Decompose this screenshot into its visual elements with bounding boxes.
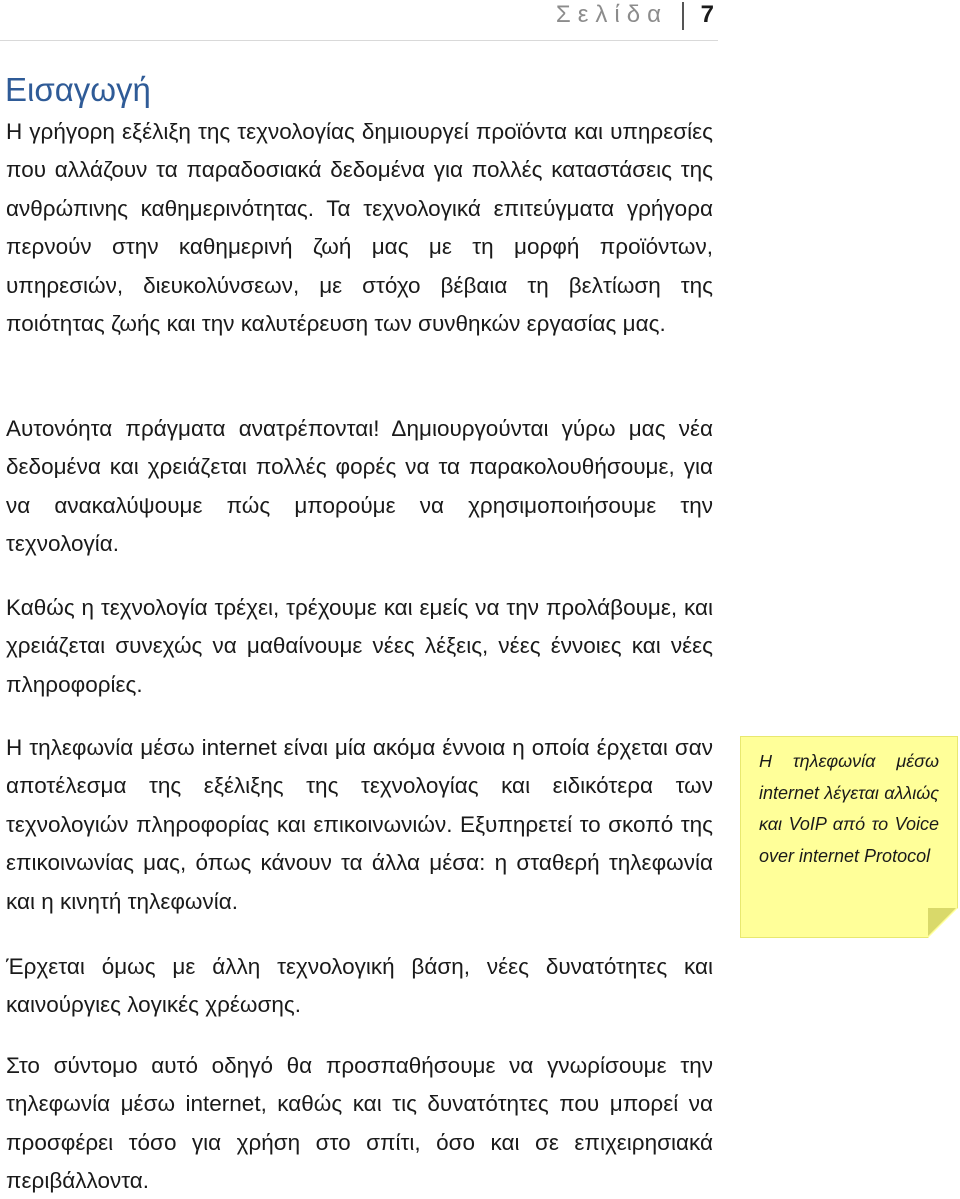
- paragraph-guide-purpose: Στο σύντομο αυτό οδηγό θα προσπαθήσουμε να γνωρίσουμε την τηλεφωνία μέσω internet, καθώς και τις δυνατότητες που μπορεί να προσφέρει τόσο για χρήση στο σπίτι, όσο και σε επιχειρησιακά περιβάλλοντα.: [6, 1053, 713, 1194]
- sticky-note: [740, 736, 958, 938]
- paragraph-new-technology: Έρχεται όμως με άλλη τεχνολογική βάση, νέες δυνατότητες και καινούργιες λογικές χρέωσης.: [6, 954, 713, 1018]
- note-fold-shadow: [928, 908, 956, 936]
- paragraph-internet-telephony: Η τηλεφωνία μέσω internet είναι μία ακόμα έννοια η οποία έρχεται σαν αποτέλεσμα της εξέλιξης της τεχνολογίας και ειδικότερα των τεχνολογιών πληροφορίας και επικοινωνιών. Εξυπηρετεί το σκοπό της επικοινωνίας μας, όπως κάνουν τα άλλα μέσα: η σταθερή τηλεφωνία και η κινητή τηλεφωνία.: [6, 735, 713, 914]
- section-heading: Εισαγωγή: [5, 71, 151, 108]
- paragraph-intro: Η γρήγορη εξέλιξη της τεχνολογίας δημιουργεί προϊόντα και υπηρεσίες που αλλάζουν τα παραδοσιακά δεδομένα για πολλές καταστάσεις της ανθρώπινης καθημερινότητας. Τα τεχνολογικά επιτεύγματα γρήγορα περνούν στην καθημερινή ζωή μας με τη μορφή προϊόντων, υπηρεσιών, διευκολύνσεων, με στόχο βέβαια τη βελτίωση της ποιότητας ζωής και την καλυτέρευση των συνθηκών εργασίας μας.: [6, 119, 713, 337]
- paragraph-changes: Αυτονόητα πράγματα ανατρέπονται! Δημιουργούνται γύρω μας νέα δεδομένα και χρειάζεται πολλές φορές να τα παρακολουθήσουμε, για να ανακαλύψουμε πώς μπορούμε να χρησιμοποιήσουμε την τεχνολογία.: [6, 416, 713, 557]
- page-header: [0, 0, 718, 41]
- page-number: 7: [700, 1, 714, 28]
- page-label: Σελίδα: [555, 1, 668, 28]
- paragraph-learning: Καθώς η τεχνολογία τρέχει, τρέχουμε και εμείς να την προλάβουμε, και χρειάζεται συνεχώς να μαθαίνουμε νέες λέξεις, νέες έννοιες και νέες πληροφορίες.: [6, 595, 713, 697]
- header-divider: [682, 2, 684, 30]
- sticky-note-text: Η τηλεφωνία μέσω internet λέγεται αλλιώς και VoIP από το Voice over internet Protocol: [759, 751, 939, 866]
